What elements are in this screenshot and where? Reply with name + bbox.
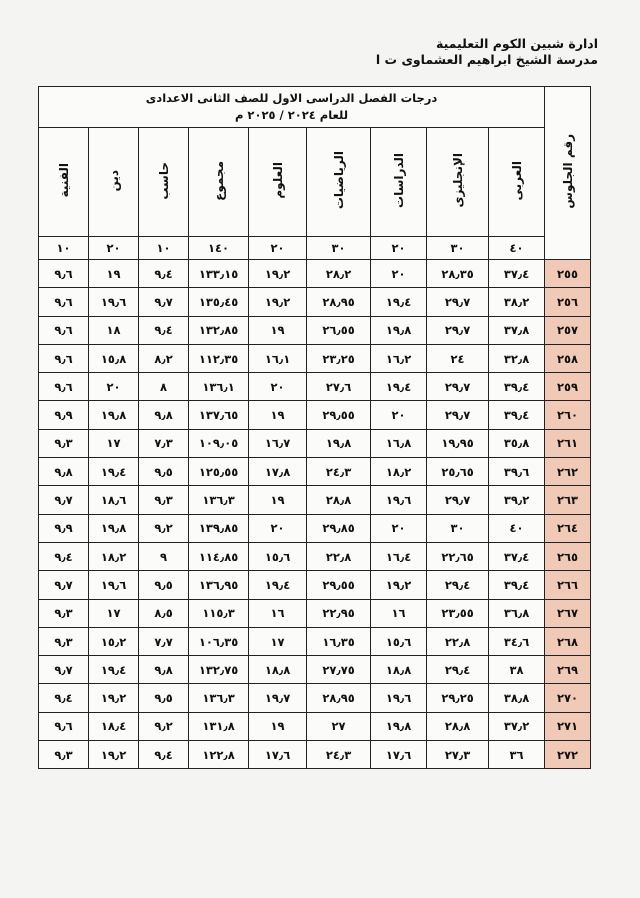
grade-cell: ١٩٫٢: [371, 571, 427, 599]
grade-cell: ١٨٫٨: [371, 656, 427, 684]
grade-cell: ٩٫٦: [39, 373, 89, 401]
grade-cell: ٢٣٫٢٥: [307, 344, 371, 372]
grade-cell: ٢٠: [249, 373, 307, 401]
grade-cell: ٩٫٤: [139, 741, 189, 769]
grade-cell: ٩٫٤: [39, 542, 89, 570]
subject-header-label: الفنية: [56, 163, 71, 198]
grade-cell: ٩٫٦: [39, 288, 89, 316]
grade-cell: ١٣٩٫٨٥: [189, 514, 249, 542]
grade-cell: ١٩٫٦: [89, 288, 139, 316]
table-row: [39, 741, 591, 769]
grade-cell: ٩٫٥: [139, 684, 189, 712]
seat-number-cell: ٢٥٦: [545, 288, 591, 316]
grade-cell: ١٥٫٨: [89, 344, 139, 372]
max-score-cell: ١٠: [139, 237, 189, 260]
subject-header-cell: [427, 128, 489, 237]
grade-cell: ١٧: [89, 599, 139, 627]
grade-cell: ٢٩٫٨٥: [307, 514, 371, 542]
grade-cell: ١٦: [371, 599, 427, 627]
grade-cell: ٩٫٣: [39, 627, 89, 655]
subject-header-row: [39, 128, 591, 237]
grade-cell: ٢٧٫٧٥: [307, 656, 371, 684]
grade-cell: ٩٫٦: [39, 316, 89, 344]
grade-cell: ٩٫٧: [139, 288, 189, 316]
seat-number-cell: ٢٧٠: [545, 684, 591, 712]
grades-table: [38, 86, 591, 769]
grade-cell: ٢٨٫٨: [307, 486, 371, 514]
grade-cell: ١٩٫٩٥: [427, 429, 489, 457]
subject-header-cell: [249, 128, 307, 237]
grade-cell: ١٣٦٫٩٥: [189, 571, 249, 599]
grade-cell: ١٨٫٢: [89, 542, 139, 570]
grade-cell: ١٨٫٨: [249, 656, 307, 684]
seat-number-cell: ٢٦٣: [545, 486, 591, 514]
subject-header-label: الدراسات: [391, 153, 406, 208]
table-row: [39, 712, 591, 740]
grade-cell: ٣٨٫٨: [489, 684, 545, 712]
grade-cell: ٢٠: [249, 514, 307, 542]
grade-cell: ٢٤٫٣: [307, 458, 371, 486]
grade-cell: ١٣٢٫٧٥: [189, 656, 249, 684]
seat-number-cell: ٢٦٧: [545, 599, 591, 627]
grade-cell: ٢٩٫٤: [427, 571, 489, 599]
grade-cell: ٣٤٫٦: [489, 627, 545, 655]
grade-cell: ٩٫٩: [39, 514, 89, 542]
grade-cell: ٩٫٥: [139, 571, 189, 599]
grade-cell: ١٧٫٦: [249, 741, 307, 769]
seat-number-cell: ٢٦٩: [545, 656, 591, 684]
grade-cell: ٢٧٫٣: [427, 741, 489, 769]
grade-cell: ١٩٫٤: [89, 656, 139, 684]
school-name: مدرسة الشيخ ابراهيم العشماوى ت ا: [375, 52, 598, 67]
grade-cell: ١٠٩٫٠٥: [189, 429, 249, 457]
grade-cell: ١١٤٫٨٥: [189, 542, 249, 570]
grade-cell: ١٣٧٫٦٥: [189, 401, 249, 429]
seat-number-cell: ٢٦٤: [545, 514, 591, 542]
grade-cell: ٢٠: [371, 514, 427, 542]
table-row: [39, 627, 591, 655]
grade-cell: ٩٫٨: [139, 401, 189, 429]
subject-header-cell: [189, 128, 249, 237]
seat-number-cell: ٢٦٥: [545, 542, 591, 570]
grade-cell: ٩: [139, 542, 189, 570]
grade-cell: ٨٫٢: [139, 344, 189, 372]
grade-cell: ٢٠: [371, 401, 427, 429]
grade-cell: ٢٥٫٦٥: [427, 458, 489, 486]
grade-cell: ٨٫٥: [139, 599, 189, 627]
grade-cell: ٣٦: [489, 741, 545, 769]
table-row: [39, 542, 591, 570]
max-score-row: [39, 237, 591, 260]
grade-cell: ٢٨٫٩٥: [307, 684, 371, 712]
grade-cell: ٣٨: [489, 656, 545, 684]
grade-cell: ١٩٫٦: [371, 486, 427, 514]
subject-header-cell: [489, 128, 545, 237]
grade-cell: ٣٧٫٤: [489, 260, 545, 288]
grade-cell: ٩٫٢: [139, 514, 189, 542]
grade-cell: ١٨٫٢: [371, 458, 427, 486]
grade-cell: ٢٣٫٥٥: [427, 599, 489, 627]
grade-cell: ١٦٫٢: [371, 344, 427, 372]
max-score-cell: ٣٠: [427, 237, 489, 260]
table-title-line1: درجات الفصل الدراسى الاول للصف الثانى الاعدادى: [145, 91, 438, 105]
grade-cell: ٧٫٣: [139, 429, 189, 457]
grade-cell: ٣٩٫٤: [489, 571, 545, 599]
grade-cell: ٩٫٤: [139, 260, 189, 288]
subject-header-cell: [39, 128, 89, 237]
grade-cell: ١٩٫٨: [371, 712, 427, 740]
grade-cell: ١٣١٫٨: [189, 712, 249, 740]
table-row: [39, 288, 591, 316]
grade-cell: ١٩٫٦: [371, 684, 427, 712]
subject-header-label: الإنجليزى: [450, 153, 465, 208]
subject-header-cell: [139, 128, 189, 237]
seat-header-cell: [545, 87, 591, 260]
grade-cell: ١٣٦٫٣: [189, 486, 249, 514]
max-score-cell: ٢٠: [249, 237, 307, 260]
grade-cell: ١٣٦٫١: [189, 373, 249, 401]
seat-number-cell: ٢٥٧: [545, 316, 591, 344]
max-score-cell: ٢٠: [371, 237, 427, 260]
grade-cell: ٧٫٧: [139, 627, 189, 655]
grade-cell: ١٥٫٦: [249, 542, 307, 570]
seat-number-cell: ٢٦٦: [545, 571, 591, 599]
grade-cell: ٩٫٣: [39, 599, 89, 627]
grade-cell: ٩٫٤: [139, 316, 189, 344]
max-score-cell: ١٠: [39, 237, 89, 260]
grade-cell: ٢٩٫٢٥: [427, 684, 489, 712]
grade-cell: ٩٫٨: [39, 458, 89, 486]
seat-number-cell: ٢٧١: [545, 712, 591, 740]
grade-cell: ٩٫٣: [139, 486, 189, 514]
grade-cell: ١٩٫٨: [371, 316, 427, 344]
grade-cell: ٢٢٫٨: [307, 542, 371, 570]
grade-cell: ١٣٣٫١٥: [189, 260, 249, 288]
grade-cell: ٢٩٫٧: [427, 373, 489, 401]
table-row: [39, 684, 591, 712]
grade-cell: ١٨٫٤: [89, 712, 139, 740]
table-row: [39, 316, 591, 344]
grade-cell: ١٢٢٫٨: [189, 741, 249, 769]
grade-cell: ٩٫٧: [39, 486, 89, 514]
grade-cell: ١٩: [249, 486, 307, 514]
max-score-cell: ٤٠: [489, 237, 545, 260]
grade-cell: ٢٩٫٥٥: [307, 401, 371, 429]
table-row: [39, 458, 591, 486]
table-title: [39, 87, 545, 128]
grade-cell: ١١٢٫٣٥: [189, 344, 249, 372]
max-score-cell: ١٤٠: [189, 237, 249, 260]
grade-cell: ١٣٢٫٨٥: [189, 316, 249, 344]
seat-number-cell: ٢٦٨: [545, 627, 591, 655]
grade-cell: ١٩٫٤: [249, 571, 307, 599]
grade-cell: ١٦٫٧: [249, 429, 307, 457]
table-row: [39, 571, 591, 599]
grade-cell: ١٨: [89, 316, 139, 344]
grade-cell: ٢٩٫٧: [427, 288, 489, 316]
grade-cell: ٣٩٫٢: [489, 486, 545, 514]
grade-cell: ١٧٫٨: [249, 458, 307, 486]
grade-cell: ١٩٫٤: [89, 458, 139, 486]
grade-cell: ١٩٫٤: [371, 288, 427, 316]
seat-number-cell: ٢٦٠: [545, 401, 591, 429]
seat-number-cell: ٢٦١: [545, 429, 591, 457]
grade-cell: ٢٩٫٧: [427, 401, 489, 429]
grade-cell: ٣٧٫٢: [489, 712, 545, 740]
grade-cell: ١٦٫٤: [371, 542, 427, 570]
grade-cell: ٩٫٣: [39, 741, 89, 769]
grade-cell: ١٦٫١: [249, 344, 307, 372]
grade-cell: ١٥٫٢: [89, 627, 139, 655]
grade-cell: ١٩: [249, 401, 307, 429]
grade-cell: ١٩٫٨: [89, 401, 139, 429]
table-row: [39, 599, 591, 627]
table-row: [39, 656, 591, 684]
seat-number-cell: ٢٦٢: [545, 458, 591, 486]
grade-cell: ١٦٫٨: [371, 429, 427, 457]
max-score-cell: ٣٠: [307, 237, 371, 260]
grade-cell: ٩٫٧: [39, 656, 89, 684]
grade-cell: ٩٫٥: [139, 458, 189, 486]
grade-cell: ٩٫٤: [39, 684, 89, 712]
grade-cell: ١١٥٫٣: [189, 599, 249, 627]
max-score-cell: ٢٠: [89, 237, 139, 260]
grade-cell: ١٩٫٢: [89, 741, 139, 769]
subject-header-cell: [371, 128, 427, 237]
grade-cell: ٢٤٫٣: [307, 741, 371, 769]
seat-number-cell: ٢٥٥: [545, 260, 591, 288]
grade-cell: ٢٦٫٥٥: [307, 316, 371, 344]
grade-cell: ٩٫٦: [39, 712, 89, 740]
subject-header-label: العلوم: [270, 162, 285, 199]
grade-cell: ١٦٫٣٥: [307, 627, 371, 655]
grade-cell: ٢٤: [427, 344, 489, 372]
grade-cell: ١٥٫٦: [371, 627, 427, 655]
grade-cell: ١٣٥٫٤٥: [189, 288, 249, 316]
grade-cell: ٢٨٫٨: [427, 712, 489, 740]
table-row: [39, 373, 591, 401]
directorate-name: ادارة شبين الكوم التعليمية: [435, 36, 598, 51]
grade-cell: ٢٢٫٦٥: [427, 542, 489, 570]
table-row: [39, 401, 591, 429]
grade-cell: ٢٩٫٥٥: [307, 571, 371, 599]
grade-cell: ١٩: [249, 712, 307, 740]
grade-cell: ٩٫٦: [39, 260, 89, 288]
table-row: [39, 514, 591, 542]
table-row: [39, 429, 591, 457]
grade-cell: ٢٩٫٧: [427, 316, 489, 344]
grade-cell: ١٩٫٦: [89, 571, 139, 599]
grade-cell: ٩٫٧: [39, 571, 89, 599]
grade-cell: ٨: [139, 373, 189, 401]
grade-cell: ١٠٦٫٣٥: [189, 627, 249, 655]
table-title-line2: للعام ٢٠٢٤ / ٢٠٢٥ م: [234, 108, 349, 122]
grade-cell: ٢٨٫٢: [307, 260, 371, 288]
grade-cell: ٢٧: [307, 712, 371, 740]
grade-cell: ١٩٫٢: [89, 684, 139, 712]
grade-cell: ٣٩٫٤: [489, 401, 545, 429]
grade-cell: ١٩٫٢: [249, 260, 307, 288]
grade-cell: ٩٫٣: [39, 429, 89, 457]
grade-cell: ٢٧٫٦: [307, 373, 371, 401]
subject-header-label: دين: [106, 169, 121, 192]
seat-number-cell: ٢٥٨: [545, 344, 591, 372]
grade-cell: ٣٨٫٢: [489, 288, 545, 316]
subject-header-label: مجموع: [211, 160, 226, 201]
grade-cell: ١٧٫٦: [371, 741, 427, 769]
seat-number-cell: ٢٥٩: [545, 373, 591, 401]
grade-cell: ١٩٫٨: [89, 514, 139, 542]
grade-cell: ٩٫٦: [39, 344, 89, 372]
subject-header-label: العربى: [509, 160, 524, 201]
grade-cell: ٢٢٫٩٥: [307, 599, 371, 627]
grade-cell: ٣٩٫٤: [489, 373, 545, 401]
grade-cell: ١٧: [249, 627, 307, 655]
grade-cell: ١٧: [89, 429, 139, 457]
grade-cell: ١٩٫٢: [249, 288, 307, 316]
grade-cell: ١٩: [89, 260, 139, 288]
grade-cell: ١٢٥٫٥٥: [189, 458, 249, 486]
grade-cell: ٢٩٫٧: [427, 486, 489, 514]
table-row: [39, 486, 591, 514]
seat-header-label: رقم الجلوس: [560, 134, 575, 209]
grade-cell: ٣٦٫٨: [489, 599, 545, 627]
grade-cell: ٤٠: [489, 514, 545, 542]
subject-header-cell: [307, 128, 371, 237]
grade-cell: ١٦: [249, 599, 307, 627]
grade-cell: ٣٢٫٨: [489, 344, 545, 372]
grade-cell: ٣٥٫٨: [489, 429, 545, 457]
subject-header-label: حاسب: [156, 161, 171, 200]
grade-cell: ١٩: [249, 316, 307, 344]
grade-cell: ٢٩٫٤: [427, 656, 489, 684]
grade-cell: ٢٠: [371, 260, 427, 288]
school-header: [376, 36, 598, 68]
table-row: [39, 344, 591, 372]
subject-header-label: الرياضيات: [331, 151, 346, 210]
grade-cell: ١٩٫٨: [307, 429, 371, 457]
grade-cell: ٢٠: [89, 373, 139, 401]
table-row: [39, 260, 591, 288]
grade-cell: ١٩٫٤: [371, 373, 427, 401]
seat-number-cell: ٢٧٢: [545, 741, 591, 769]
grade-cell: ٢٢٫٨: [427, 627, 489, 655]
grade-cell: ٣٧٫٨: [489, 316, 545, 344]
grade-cell: ٢٨٫٩٥: [307, 288, 371, 316]
subject-header-cell: [89, 128, 139, 237]
grade-cell: ١٨٫٦: [89, 486, 139, 514]
grade-cell: ١٩٫٧: [249, 684, 307, 712]
grade-cell: ٩٫٩: [39, 401, 89, 429]
grade-cell: ٣٩٫٦: [489, 458, 545, 486]
title-row: [39, 87, 591, 128]
grade-cell: ٩٫٢: [139, 712, 189, 740]
grade-cell: ٢٨٫٣٥: [427, 260, 489, 288]
grade-cell: ٣٠: [427, 514, 489, 542]
grade-cell: ٣٧٫٤: [489, 542, 545, 570]
grade-cell: ١٣٦٫٣: [189, 684, 249, 712]
grade-cell: ٩٫٨: [139, 656, 189, 684]
